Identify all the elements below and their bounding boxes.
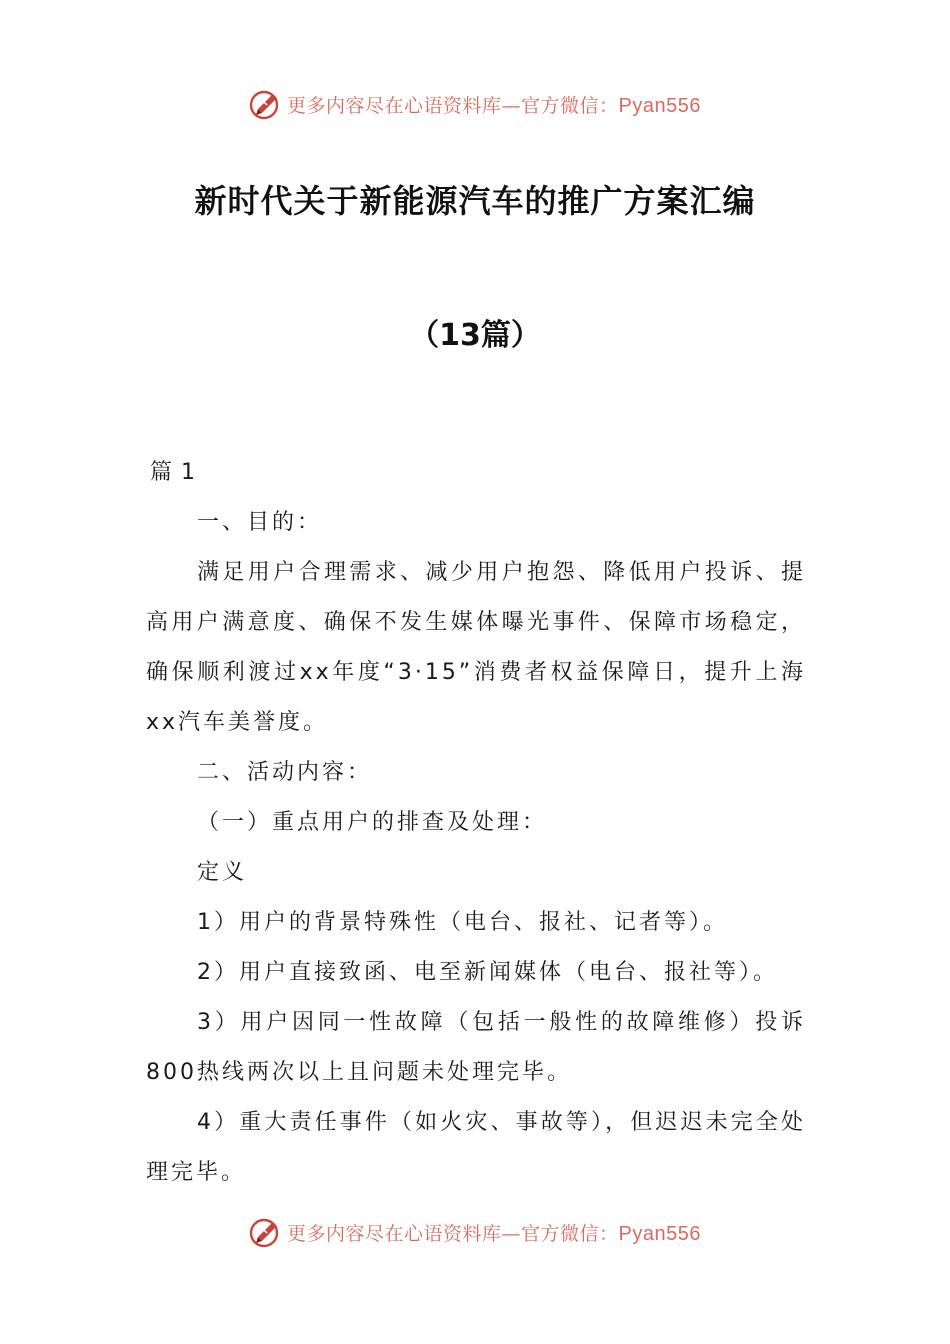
section-heading-activities: 二、活动内容：: [197, 760, 373, 785]
list-item: 2）用户直接致函、电至新闻媒体（电台、报社等）。: [197, 960, 778, 985]
list-item: 3）用户因同一性故障（包括一般性的故障维修）投诉800热线两次以上且问题未处理完毕。: [146, 1010, 806, 1085]
document-body: [146, 448, 806, 1198]
pen-logo-icon: [249, 87, 283, 121]
list-item: 4）重大责任事件（如火灾、事故等），但迟迟未完全处理完毕。: [146, 1110, 806, 1185]
watermark-text: 更多内容尽在心语资料库—官方微信：Pyan556: [287, 94, 701, 117]
section-heading-purpose: 一、目的：: [197, 510, 323, 535]
pen-logo-icon: [249, 1215, 283, 1249]
definition-label: 定义: [197, 860, 248, 885]
list-item: 1）用户的背景特殊性（电台、报社、记者等）。: [197, 910, 728, 935]
section-body-purpose: 满足用户合理需求、减少用户抱怨、降低用户投诉、提高用户满意度、确保不发生媒体曝光事件、保障市场稳定，确保顺利渡过xx年度“3·15”消费者权益保障日，提升上海xx汽车美誉度。: [146, 560, 806, 735]
document-title: 新时代关于新能源汽车的推广方案汇编: [194, 182, 756, 220]
subsection-heading-key-users: （一）重点用户的排查及处理：: [197, 810, 548, 835]
chapter-label: 篇 1: [150, 460, 196, 485]
document-subtitle: （13篇）: [409, 318, 541, 353]
watermark-banner-bottom: [0, 1212, 950, 1252]
watermark-text: 更多内容尽在心语资料库—官方微信：Pyan556: [287, 1222, 701, 1245]
watermark-banner-top: [0, 84, 950, 124]
